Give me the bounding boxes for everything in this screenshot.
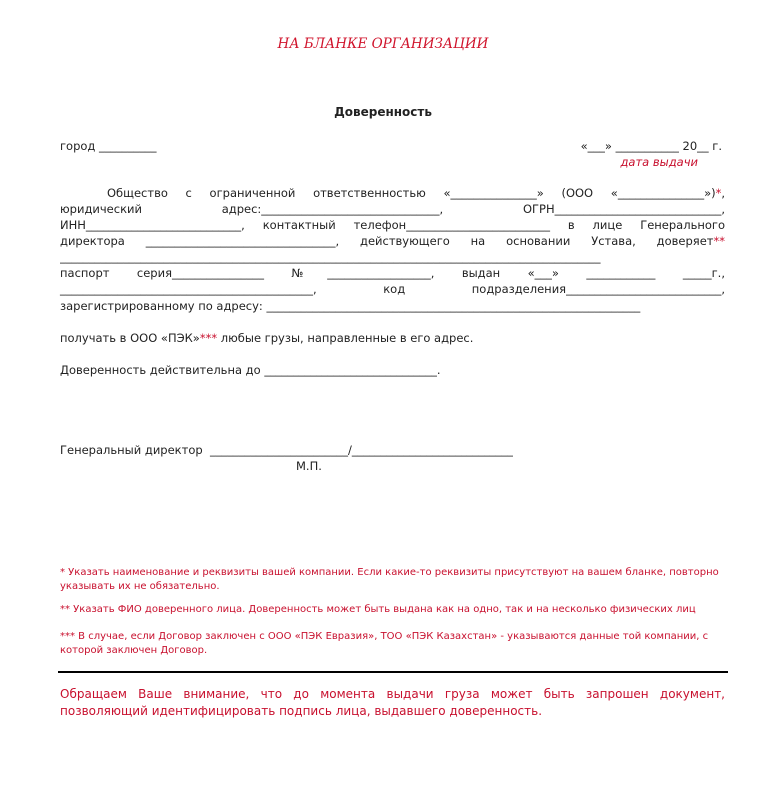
para-line-8: зарегистрированному по адресу: _________________________________________________________________	[60, 299, 641, 313]
letterhead-note: НА БЛАНКЕ ОРГАНИЗАЦИИ	[277, 36, 489, 52]
document-title: Доверенность	[334, 105, 432, 119]
para-line-6: паспорт серия________________ №__________________, выдан «___» ____________ _____г.,	[60, 266, 725, 280]
para-line-5: ______________________________________________________________________________________________	[60, 250, 601, 264]
footnote-3: *** В случае, если Договор заключен с ООО «ПЭК Евразия», ТОО «ПЭК Казахстан» - указываются данные той компании, с которой заключен Договор.	[60, 631, 709, 656]
city-field: город __________	[60, 139, 157, 153]
footnote-2: ** Указать ФИО доверенного лица. Доверенность может быть выдана как на одно, так и на несколько физических лиц	[60, 604, 696, 615]
issue-date-label: дата выдачи	[620, 155, 698, 169]
para-line-2: юридический адрес:_______________________________, ОГРН_____________________________,	[60, 202, 725, 216]
para-line-1: Общество с ограниченной ответственностью «_______________» (ООО «_______________»)*,	[107, 186, 725, 200]
footnote-1: * Указать наименование и реквизиты вашей компании. Если какие-то реквизиты присутствуют на вашем бланке, повторно указывать их не обязательно.	[60, 567, 719, 592]
para-line-7: ____________________________________________, код подразделения___________________________,	[60, 282, 725, 296]
signature-line: Генеральный директор ________________________/____________________________	[60, 443, 513, 457]
stamp-place: М.П.	[296, 459, 322, 473]
receive-line: получать в ООО «ПЭК»*** любые грузы, направленные в его адрес.	[60, 331, 474, 345]
para-line-3: ИНН___________________________, контактный телефон_________________________ в лице Генерального	[60, 218, 725, 232]
para-line-4: директора _________________________________, действующего на основании Устава, доверяет**	[60, 234, 725, 248]
validity-line: Доверенность действительна до ______________________________.	[60, 363, 441, 377]
issue-date-field: «___» ___________ 20__ г.	[580, 139, 722, 153]
divider	[58, 671, 728, 673]
attention-notice: Обращаем Ваше внимание, что до момента выдачи груза может быть запрошен документ, позволяющий идентифицировать подпись лица, выдавшего доверенность.	[60, 687, 725, 718]
